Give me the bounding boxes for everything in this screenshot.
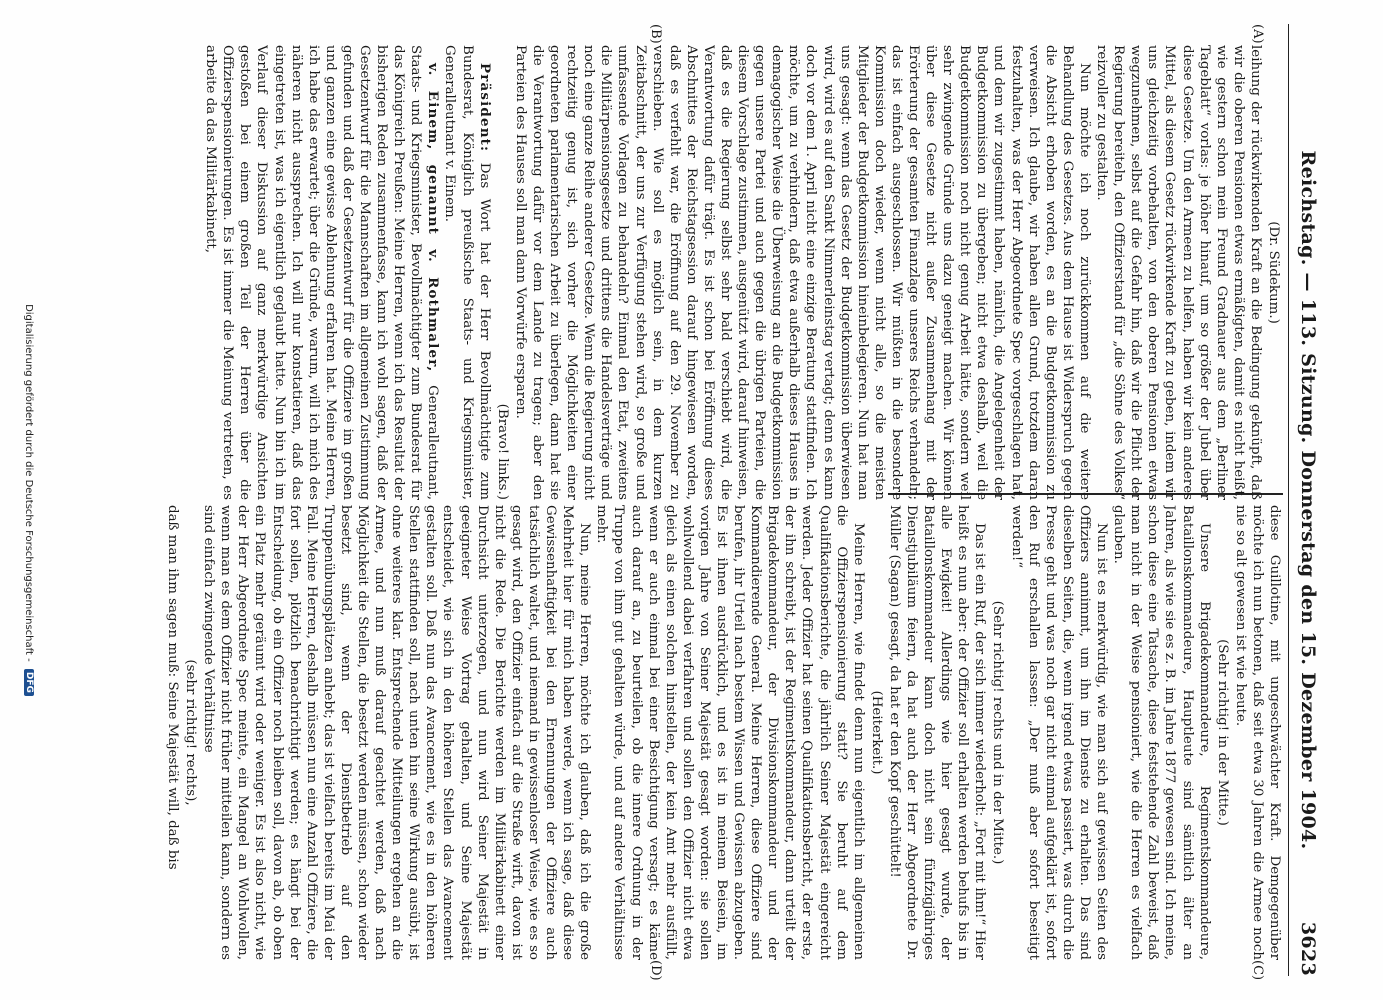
applause-note: (Heiterkeit.) (868, 690, 884, 775)
left-column (88, 45, 1283, 500)
paragraph-text: Das Wort hat der Herr Bevollmächtigte zum Bundesrat, Königlich preußische Staats- und Kriegsminister, Generalleutnant v. Einem. (442, 45, 492, 500)
paragraph: Meine Herren, wie findet denn nun eigentlich im allgemeinen die Offizierspensionierung statt? Sie beruht auf dem Qualifikationsberichte, die jährlich Seiner Majestät eingereicht werden. Jeder Offizier hat seinen Qualifikationsbericht, der erste, der ihn schreibt, ist der Regimentskommandeur, dann urteilt der Brigadekommandeur, der Divisionskommandeur und der Kommandierende General. Meine Herren, diese Offiziere sind berufen, ihr Urteil nach bestem Wissen und Gewissen abzugeben. Es ist ihnen ausdrücklich, und es ist in meinem Beisein, im vorigen Jahre von Seiner Majestät gesagt worden: sie sollen wohlwollend dabei verfahren und sollen den Offizier nicht etwa gleich als einen solchen hinstellen, der kein Amt mehr ausfüllt, wenn er auch einmal bei einer Besichtigung versagt; es käme auch darauf an, zu beurteilen, ob die innere Ordnung in der Truppe von ihm gut gehalten würde, und auf andere Verhältnisse mehr. (594, 505, 866, 960)
applause-note: (Sehr richtig! in der Mitte.) (1214, 639, 1230, 826)
page-header (1288, 24, 1323, 976)
paragraph: diese Guillotine, mit ungeschwächter Kraft. Demgegenüber möchte ich nun betonen, daß seit etwa 30 Jahren die Armee noch nie so alt gewesen ist wie heute. (1232, 505, 1282, 960)
applause-note: (Bravo! links.) (494, 403, 510, 500)
margin-marker-a: (A) (1250, 24, 1265, 44)
paragraph: Unsere Brigadekommandeure, Regimentskommandeure, Bataillonskommandeure, Hauptleute sind sämtlich älter an Jahren, als wie sie es z. B. im Jahre 1877 gewesen sind. Ich meine, schon diese eine Tatsache, diese feststehende Zahl beweist, daß man nicht in der Weise pensioniert, wie die Herren es vielfach glauben. (1111, 505, 1212, 960)
applause-note: (sehr richtig! rechts), (183, 659, 199, 806)
paragraph: Nun, meine Herren, möchte ich glauben, daß ich die große Mehrheit hier für mich haben werde, wenn ich sage, daß diese Gewissenhaftigkeit bei den Ernennungen der Offiziere auch tatsächlich waltet, und niemand in gewissenloser Weise, wie es so gesagt wird, den Offizier einfach auf die Straße wirft, davon ist nicht die Rede. Die Berichte werden im Militärkabinett einer Durchsicht unterzogen, und nun wird Seiner Majestät in geeigneter Weise Vortrag gehalten, und Seine Majestät entscheidet, wie sich in den höheren Stellen das Avancement gestalten soll. Daß nun das Avancement, wie es in den höheren Stellen stattfinden soll, nach unten hin seine Wirkung ausübt, ist ohne weiteres klar. Entsprechende Mitteilungen ergehen an die Armee, und nun muß darauf geachtet werden, daß nach Möglichkeit die Stellen, die besetzt werden müssen, schon wieder besetzt sind, wenn der Dienstbetrieb auf den Truppenübungsplätzen anhebt; das ist vielfach bereits im Mai der Fall. Meine Herren, deshalb müssen nun eine Anzahl Offiziere, die fort sollen, plötzlich benachrichtigt werden; es hängt bei der Entscheidung, ob ein Offizier noch bleiben soll, davon ab, ob oben ein Platz mehr geräumt wird oder weniger. Es ist also nicht, wie der Herr Abgeordnete Spec meinte, ein Mangel an Wohlwollen, wenn man es dem Offizier nicht früher mitteilen kann, sondern es sind einfach zwingende Verhältnisse (201, 505, 593, 960)
dfg-logo: DFG (24, 669, 34, 696)
page-title: Reichstag. — 113. Sitzung. Donnerstag den 15. Dezember 1904. (1297, 150, 1319, 850)
paragraph (202, 45, 441, 500)
paragraph: leihung der rückwirkenden Kraft an die Bedingung geknüpft, daß wir die oberen Pensionen etwas ermäßigten, damit es nicht heißt, wie gestern schon mein Freund Gradnauer aus dem „Berliner Tageblatt“ vorlas: je höher hinauf, um so größer der Jubel über diese Gesetze. Um den Armeen zu helfen, haben wir kein anderes Mittel, als diesem Gesetz rückwirkende Kraft zu geben, indem wir uns gleichzeitig vorbehalten, von den oberen Pensionen etwas wegzunehmen, selbst auf die Gefahr hin, daß wir die Pflicht der Regierung bereiteln, den Offizierstand für „die Söhne des Volkes“ reizvoller zu gestalten. (1094, 45, 1263, 500)
paragraph-text: Generalleutnant, Staats- und Kriegsminister, Bevollmächtigter zum Bundesrat für das Königreich Preußen: Meine Herren, wenn ich das Resultat der bisherigen Reden zusammenfasse, kann ich wohl sagen, daß der Gesetzentwurf für die Mannschaften im allgemeinen Zustimmung gefunden und daß der Gesetzentwurf für die Offiziere im großen und ganzen eine gewisse Ablehnung erfahren hat. Meine Herren, ich habe das erwartet; über die Gründe, warum, will ich mich des näheren nicht aussprechen. Ich will nur konstatieren, daß das eingetreten ist, was ich eigentlich geglaubt hatte. Nun bin ich im Verlauf dieser Diskussion auf ganz merkwürdige Ansichten gestoßen bei einem großen Teil der Herren über die Offizierspensionierungen. Es ist immer die Meinung vertreten, es arbeite da das Militärkabinett, (203, 45, 441, 500)
paragraph: Nun möchte ich noch zurückkommen auf die weitere Behandlung des Gesetzes. Aus dem Hause ist Widerspruch gegen die Absicht erhoben worden, es an die Budgetkommission zu verweisen. Ich glaube, wir haben allen Grund, trotzdem daran festzuhalten, was der Herr Abgeordnete Spec vorgeschlagen hat, und dem wir zugestimmt haben, nämlich, die Angelegenheit der Budgetkommission zu übergeben; nicht etwa deshalb, weil die Budgetkommission noch nicht genug Arbeit hätte, sondern weil sehr zwingende Gründe uns dazu geneigt machen. Wir können über diese Gesetze nicht außer Zusammenhang mit der Erörterung der gesamten Finanzlage unseres Reichs verhandeln; das ist einfach ausgeschlossen. Wir müßten in die besondere Kommission doch wieder, wenn nicht alle, so die meisten Mitglieder der Budgetkommission hineinbelegieren. Nun hat man uns gesagt: wenn das Gesetz der Budgetkommission überwiesen wird, wird es auf den Sankt Nimmerleinstag vertagt; denn es kann doch vor dem 1. April nicht eine einzige Beratung stattfinden. Ich möchte, um zu verhindern, daß etwa außerhalb dieses Hauses in demagogischer Weise die Überweisung an die Budgetkommission gegen unsere Partei und auch gegen die übrigen Parteien, die diesem Vorschlage zustimmen, ausgenützt wird, darauf hinweisen, daß es die Regierung selbst sehr bald verschiebt wird, die Verantwortung dafür trägt. Es ist schon bei Eröffnung dieses Abschnittes der Reichstagsession darauf hingewiesen worden, daß es verfehlt war, die Eröffnung auf den 29. November zu verschieben. Wie soll es möglich sein, in dem kurzen Zeitabschnitt, der uns zur Verfügung stehen wird, so große und umfassende Vorlagen zu behandeln? Einmal den Etat, zweitens die Militärpensionsgesetze und drittens die Handelsverträge und noch eine ganze Reihe anderer Gesetze. Wenn die Regierung nicht rechtzeitig genug ist, sich vorher die Möglichkeiten einer geordneten parlamentarischen Arbeit zu überlegen, dann hat sie die Verantwortung dafür vor dem Lande zu tragen; aber den Parteien des Hauses soll man dann Vorwürfe ersparen. (512, 45, 1092, 500)
margin-marker-c: (C) (1250, 960, 1265, 981)
paragraph: Das ist ein Ruf, der sich immer wiederholt: „Fort mit ihm!“ Hier heißt es nun aber: der Offizier soll erhalten werden behufs bis in alle Ewigkeit! Allerdings wie hier gesagt wurde, der Bataillonskommandeur kann doch nicht sein fünfzigjähriges Dienstjubiläum feiern, da hat auch der Herr Abgeordnete Dr. Müller (Sagan) gesagt, da hat er den Kopf geschüttelt! (886, 505, 988, 960)
margin-marker-d: (D) (648, 960, 663, 981)
paragraph: daß man ihm sagen muß: Seine Majestät will, daß bis (165, 505, 180, 870)
paragraph: Nun ist es merkwürdig, wie man sich auf gewissen Seiten des Offiziers annimmt, um ihn im Dienste zu erhalten. Das sind dieselben Seiten, die, wenn irgend etwas passiert, was durch die Presse geht und was noch gar nicht einmal aufgeklärt ist, sofort den Ruf erschallen lassen: „Der muß aber sofort beseitigt werden!“ (1008, 505, 1110, 960)
credit-text: Digitalisierung gefördert durch die Deutsche Forschungsgemeinschaft - (23, 304, 34, 662)
page-number: 3623 (1297, 921, 1319, 976)
speaker-note: (Dr. Südekum.) (1266, 221, 1281, 324)
paragraph (441, 45, 492, 500)
digitization-credit (23, 0, 34, 1000)
speaker-name: v. Einem, genannt v. Rothmaler, (425, 63, 442, 373)
applause-note: (Sehr richtig! rechts und in der Mitte.) (990, 600, 1006, 865)
right-column (88, 505, 1283, 960)
speaker-name: Präsident: (476, 63, 493, 153)
margin-marker-b: (B) (648, 24, 663, 44)
